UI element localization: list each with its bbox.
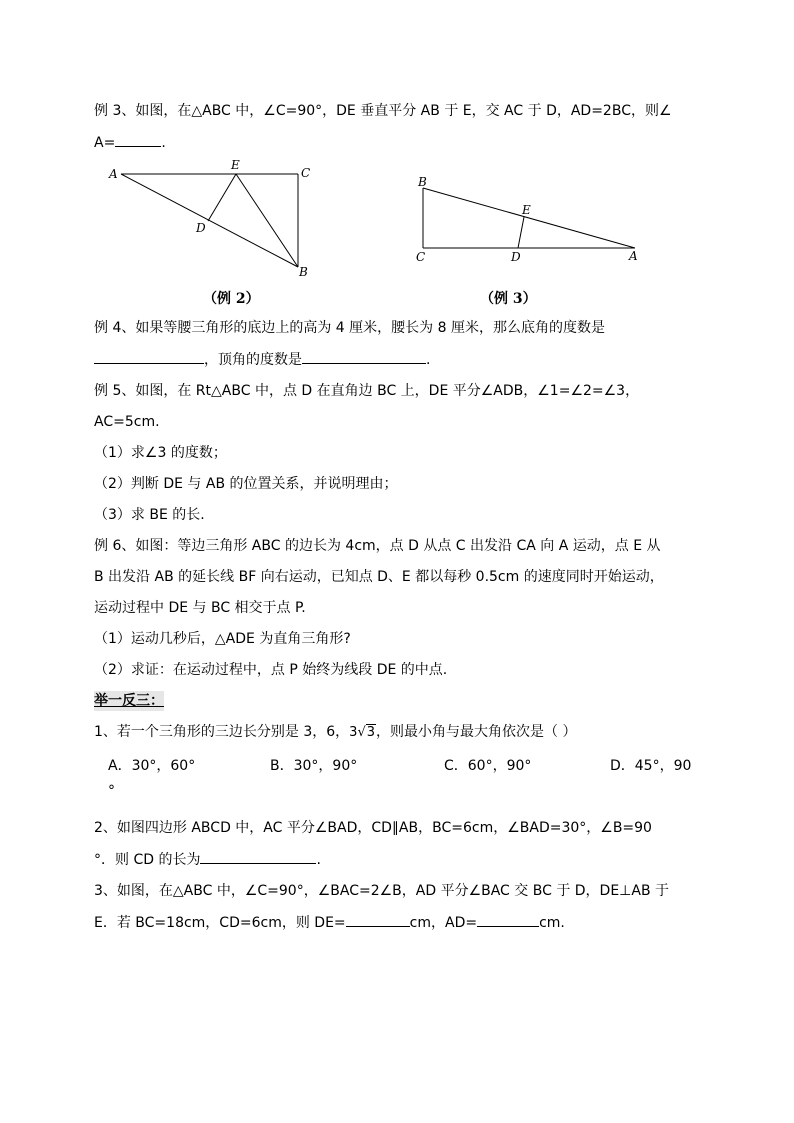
label-a: A: [109, 167, 118, 181]
p1-line1: [94, 722, 576, 743]
answer-blank: [200, 849, 316, 864]
p2-line2-post: .: [316, 852, 321, 868]
option-a: A．30°，60°: [108, 758, 196, 774]
answer-blank: [302, 349, 426, 364]
label-e: E: [231, 158, 240, 172]
label-d: D: [511, 250, 521, 264]
label-b: B: [299, 265, 308, 279]
p2-line2: [94, 849, 321, 870]
ex6-line2: B 出发沿 AB 的延长线 BF 向右运动，已知点 D、E 都以每秒 0.5cm 的速度同时开始运动，: [94, 569, 664, 585]
ex6-line1: 例 6、如图：等边三角形 ABC 的边长为 4cm，点 D 从点 C 出发沿 CA 向 A 运动，点 E 从: [94, 538, 661, 554]
ex3-line2: [94, 132, 166, 153]
section-title: 举一反三：: [94, 693, 164, 709]
ex5-q3: （3）求 BE 的长.: [94, 507, 205, 523]
ex3-line1: 例 3、如图，在△ABC 中，∠C=90°，DE 垂直平分 AB 于 E，交 AC 于 D，AD=2BC，则∠: [94, 103, 672, 119]
p3-line2-end: cm.: [539, 915, 565, 931]
answer-blank: [346, 912, 410, 927]
label-a: A: [629, 249, 638, 263]
label-d: D: [196, 221, 206, 235]
ex4-line1: 例 4、如果等腰三角形的底边上的高为 4 厘米，腰长为 8 厘米，那么底角的度数是: [94, 320, 605, 336]
answer-blank: [115, 132, 161, 147]
p3-line1: 3、如图，在△ABC 中，∠C=90°，∠BAC=2∠B，AD 平分∠BAC 交 BC 于 D，DE⊥AB 于: [94, 883, 669, 899]
p2-line2-pre: °．则 CD 的长为: [94, 852, 201, 868]
p3-line2-mid: cm，AD=: [409, 915, 478, 931]
caption-example-2: （例 2）: [203, 291, 260, 307]
ex3-line2-post: .: [161, 135, 166, 151]
ex4-mid: ，顶角的度数是: [204, 352, 302, 368]
ex6-q1: （1）运动几秒后，△ADE 为直角三角形?: [94, 631, 351, 647]
label-b: B: [418, 175, 427, 189]
figure-example-2: [105, 158, 325, 283]
ex6-q2: （2）求证：在运动过程中，点 P 始终为线段 DE 的中点.: [94, 662, 448, 678]
option-d: D．45°，90: [610, 758, 692, 774]
p3-line2: [94, 912, 565, 933]
ex6-line3: 运动过程中 DE 与 BC 相交于点 P.: [94, 600, 306, 616]
p2-line1: 2、如图四边形 ABCD 中，AC 平分∠BAD，CD∥AB，BC=6cm，∠BAD=30°，∠B=90: [94, 820, 652, 836]
sqrt-radicand: 3: [366, 725, 376, 740]
ex3-line2-pre: A=: [94, 135, 116, 151]
label-e: E: [522, 203, 531, 217]
answer-blank: [477, 912, 539, 927]
p3-line2-pre: E．若 BC=18cm，CD=6cm，则 DE=: [94, 915, 346, 931]
segment-eb: [236, 174, 298, 267]
option-c: C．60°，90°: [444, 758, 532, 774]
segment-ba: [423, 188, 635, 248]
ex5-line1: 例 5、如图，在 Rt△ABC 中，点 D 在直角边 BC 上，DE 平分∠ADB，∠1=∠2=∠3，: [94, 383, 640, 399]
ex5-line2: AC=5cm.: [94, 414, 160, 430]
segment-ed: [208, 174, 236, 221]
p1-pre: 1、若一个三角形的三边长分别是 3，6，: [94, 724, 350, 740]
ex5-q2: （2）判断 DE 与 AB 的位置关系，并说明理由；: [94, 476, 398, 492]
p1-post: ，则最小角与最大角依次是（ ）: [376, 724, 577, 740]
option-d-wrap: °: [108, 783, 115, 799]
segment-ab: [121, 174, 298, 267]
ex5-q1: （1）求∠3 的度数；: [94, 445, 227, 461]
caption-example-3: （例 3）: [480, 291, 537, 307]
label-c: C: [416, 250, 426, 264]
figure-example-3: [410, 170, 645, 270]
ex4-end: .: [426, 352, 431, 368]
option-b: B．30°，90°: [270, 758, 358, 774]
sqrt-coefficient: 3: [349, 725, 358, 740]
ex4-line2: [94, 349, 430, 370]
answer-blank: [94, 349, 204, 364]
segment-ed: [518, 217, 524, 248]
label-c: C: [301, 166, 311, 180]
sqrt-expression: 3√3: [349, 725, 376, 740]
